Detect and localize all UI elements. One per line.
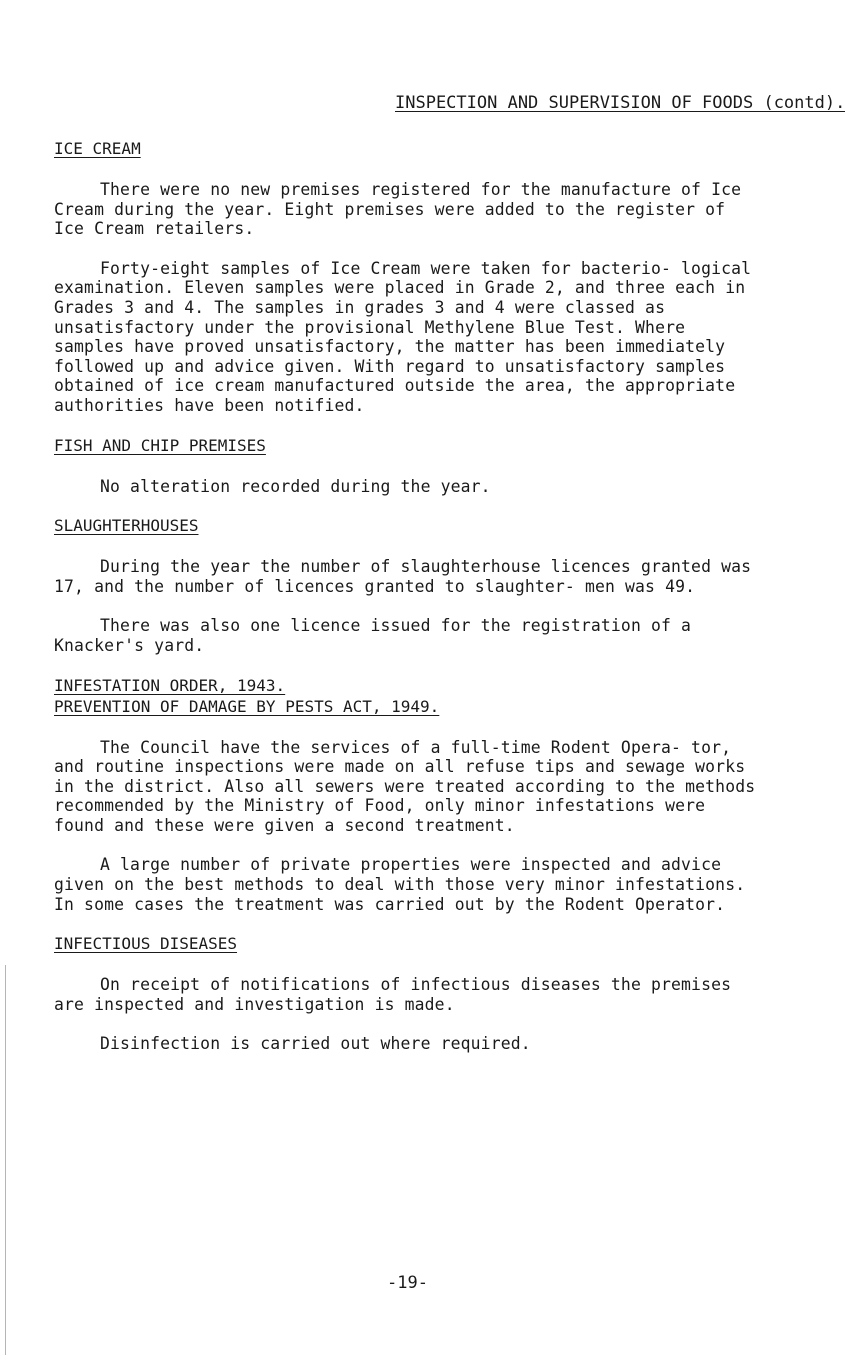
section-heading: ICE CREAM (54, 139, 141, 158)
section-heading-line: PREVENTION OF DAMAGE BY PESTS ACT, 1949. (54, 696, 440, 716)
paragraph: During the year the number of slaughterhouse licences granted was 17, and the number of licences granted to slaughter- men was 49. (54, 557, 752, 596)
section-infectious-diseases (54, 934, 764, 1054)
scan-edge-line (5, 965, 6, 1355)
paragraph: There was also one licence issued for the registration of a Knacker's yard. (54, 616, 692, 655)
paragraph: Forty-eight samples of Ice Cream were taken for bacterio- logical examination. Eleven samples were placed in Grade 2, and three each in Grades 3 and 4. The samples in grades 3 and 4 were classed as unsatisfactory under the provisional Methylene Blue Test. Where samples have proved unsatisfactory, the matter has been immediately followed up and advice given. With regard to unsatisfactory samples obtained of ice cream manufactured outside the area, the appropriate authorities have been notified. (54, 258, 752, 415)
section-slaughterhouses (54, 516, 764, 655)
paragraph: On receipt of notifications of infectious diseases the premises are inspected and investigation is made. (54, 975, 732, 1014)
paragraph: There were no new premises registered for the manufacture of Ice Cream during the year. Eight premises were added to the register of Ice Cream retailers. (54, 180, 742, 239)
section-ice-cream (54, 139, 764, 416)
page-title: INSPECTION AND SUPERVISION OF FOODS (contd). (395, 93, 845, 113)
section-heading: SLAUGHTERHOUSES (54, 516, 199, 536)
paragraph: No alteration recorded during the year. (100, 476, 491, 496)
section-heading: FISH AND CHIP PREMISES (54, 435, 266, 455)
paragraph: A large number of private properties were inspected and advice given on the best methods to deal with those very minor infestations. In some cases the treatment was carried out by the Rodent Operator. (54, 855, 746, 914)
paragraph: The Council have the services of a full-time Rodent Opera- tor, and routine inspections were made on all refuse tips and sewage works in the district. Also all sewers were treated according to the methods recommended by the Ministry of Food, only minor infestations were found and these were given a second treatment. (54, 737, 756, 835)
page-number: -19- (387, 1273, 428, 1293)
paragraph: Disinfection is carried out where required. (100, 1034, 531, 1054)
section-heading: INFECTIOUS DISEASES (54, 934, 238, 954)
section-heading-line: INFESTATION ORDER, 1943. (54, 675, 286, 695)
section-fish-and-chip-premises (54, 436, 764, 497)
section-infestation (54, 676, 764, 915)
